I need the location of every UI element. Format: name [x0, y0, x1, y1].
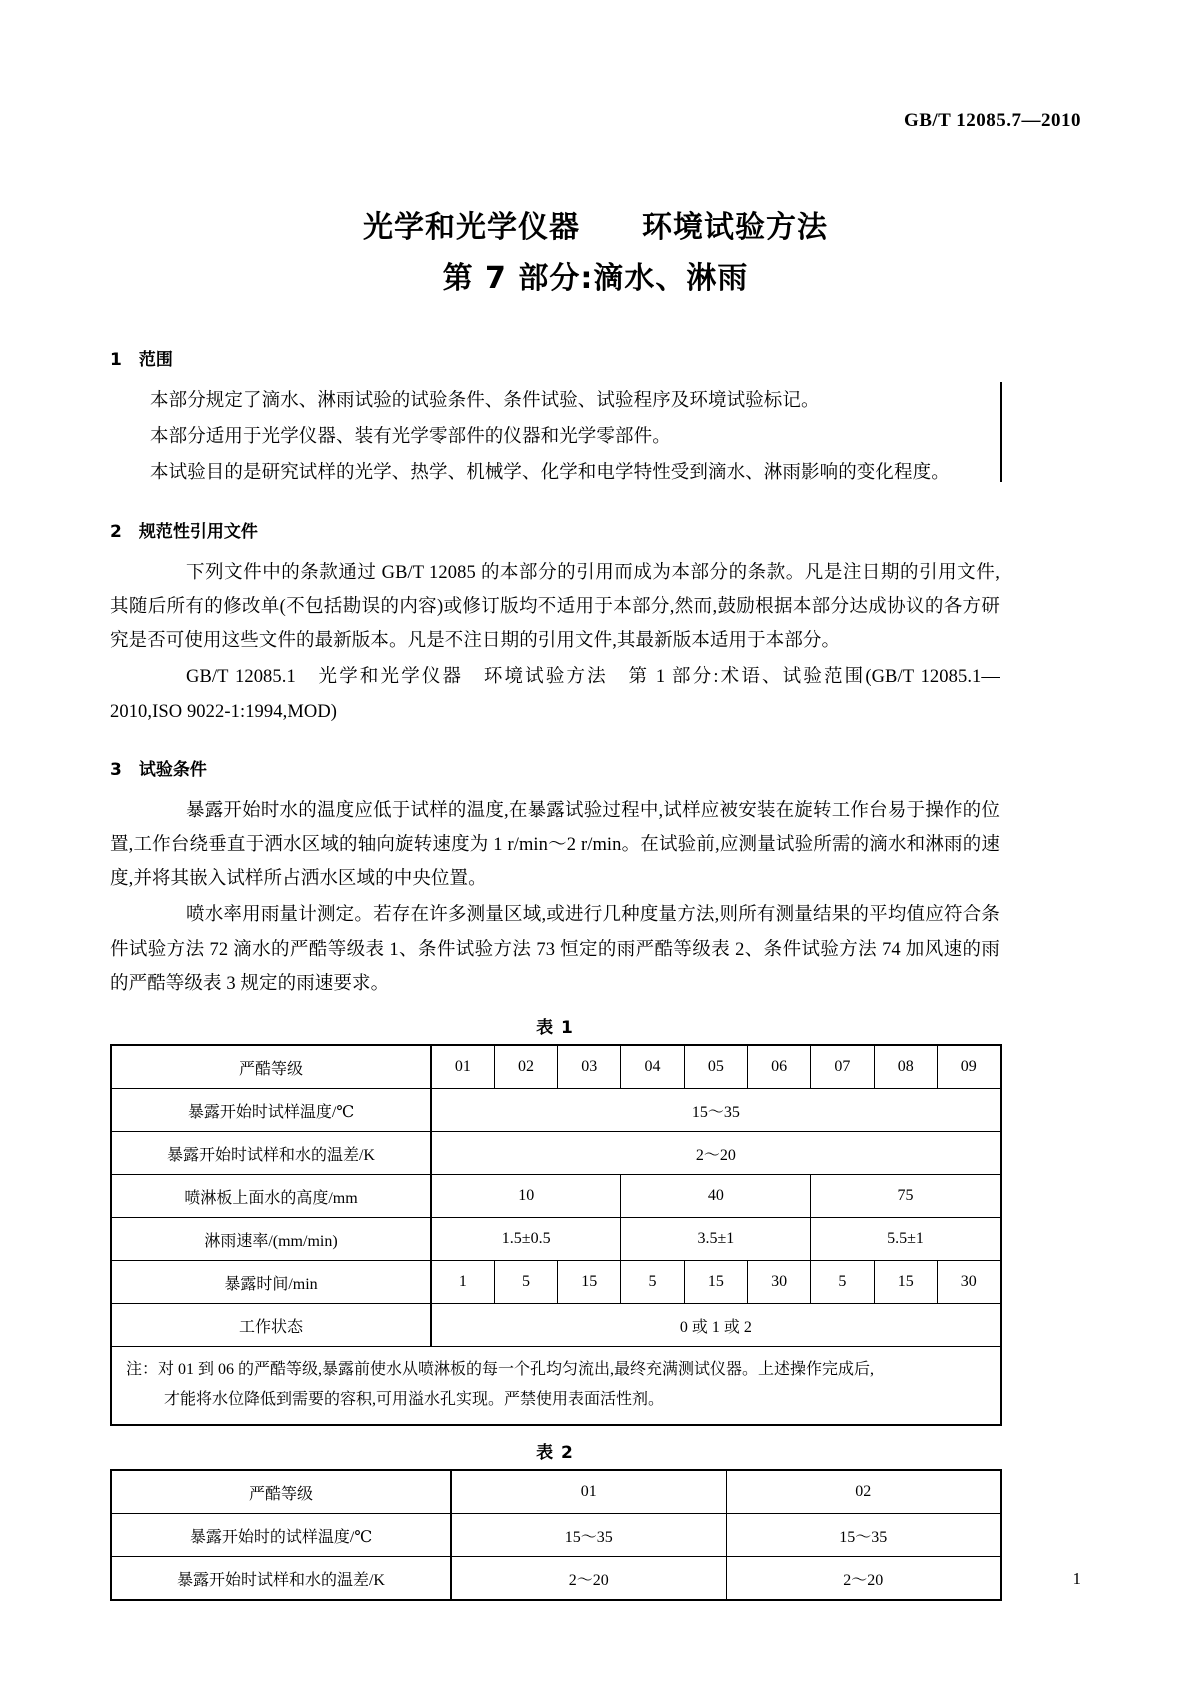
table2-header-cell0: 01 [451, 1470, 726, 1514]
table1-row1-cell0: 15～35 [431, 1089, 1001, 1132]
table2-row0-cell1: 15～35 [726, 1514, 1001, 1557]
page-number: 1 [1072, 1569, 1081, 1588]
table1-row3-cell1: 40 [621, 1175, 811, 1218]
table1-row2-cell0: 2～20 [431, 1132, 1001, 1175]
table-row [111, 1089, 1001, 1132]
clause-heading-1: 1 范围 [110, 350, 173, 370]
table1-row5-cell6: 5 [811, 1261, 874, 1304]
clause1-paragraph-3: 本试验目的是研究试样的光学、热学、机械学、化学和电学特性受到滴水、淋雨影响的变化程度。 [150, 463, 950, 484]
table1-row0-cell7: 08 [874, 1045, 937, 1089]
table-row [111, 1557, 1001, 1601]
table1-row5-cell8: 30 [937, 1261, 1000, 1304]
clause1-paragraph-2: 本部分适用于光学仪器、装有光学零部件的仪器和光学零部件。 [150, 427, 671, 448]
table1-row0-cell5: 06 [747, 1045, 810, 1089]
page-title-line2: 第 7 部分:滴水、淋雨 [442, 261, 749, 296]
table1-row6-cell0: 0 或 1 或 2 [431, 1304, 1001, 1347]
table2-caption: 表 2 [536, 1443, 574, 1464]
document-body [110, 345, 1000, 1601]
table1-row0-cell8: 09 [937, 1045, 1000, 1089]
table1-note-line2: 才能将水位降低到需要的容积,可用溢水孔实现。严禁使用表面活性剂。 [164, 1390, 665, 1408]
table-row [111, 1261, 1001, 1304]
table-row [111, 1045, 1001, 1089]
table2-row0-label: 暴露开始时的试样温度/℃ [111, 1514, 451, 1557]
table1-row5-cell0: 1 [431, 1261, 494, 1304]
table1-row0-label: 严酷等级 [111, 1045, 431, 1089]
margin-change-bar [1000, 382, 1002, 482]
table2-header-cell1: 02 [726, 1470, 1001, 1514]
table-note-row [111, 1347, 1001, 1426]
table-row [111, 1470, 1001, 1514]
clause2-paragraph-2: GB/T 12085.1 光学和光学仪器 环境试验方法 第 1 部分:术语、试验范围(GB/T 12085.1—2010,ISO 9022-1:1994,MOD) [110, 667, 1000, 722]
table1-row3-cell0: 10 [431, 1175, 621, 1218]
table1-row0-cell6: 07 [811, 1045, 874, 1089]
title-block [0, 205, 1191, 301]
page-title-line1: 光学和光学仪器 环境试验方法 [363, 210, 828, 245]
table1-note-line1: 注：对 01 到 06 的严酷等级,暴露前使水从喷淋板的每一个孔均匀流出,最终充满测试仪器。上述操作完成后, [126, 1361, 875, 1379]
table-row [111, 1218, 1001, 1261]
running-header: GB/T 12085.7—2010 [903, 110, 1081, 131]
table1-row5-cell4: 15 [684, 1261, 747, 1304]
table1-row0-cell3: 04 [621, 1045, 684, 1089]
table2-row1-cell1: 2～20 [726, 1557, 1001, 1601]
table1-row4-cell2: 5.5±1 [811, 1218, 1001, 1261]
table1-row5-label: 暴露时间/min [111, 1261, 431, 1304]
table1-row5-cell7: 15 [874, 1261, 937, 1304]
clause3-paragraph-2: 喷水率用雨量计测定。若存在许多测量区域,或进行几种度量方法,则所有测量结果的平均值应符合条件试验方法 72 滴水的严酷等级表 1、条件试验方法 73 恒定的雨严酷等级表 2、条件试验方法 74 加风速的雨的严酷等级表 3 规定的雨速要求。 [110, 905, 1000, 994]
table1-row0-cell2: 03 [558, 1045, 621, 1089]
clause-heading-3: 3 试验条件 [110, 759, 207, 780]
table1-row0-cell4: 05 [684, 1045, 747, 1089]
table-row [111, 1514, 1001, 1557]
table2-row0-cell0: 15～35 [451, 1514, 726, 1557]
table1-row6-label: 工作状态 [111, 1304, 431, 1347]
clause2-paragraph-1: 下列文件中的条款通过 GB/T 12085 的本部分的引用而成为本部分的条款。凡是注日期的引用文件,其随后所有的修改单(不包括勘误的内容)或修订版均不适用于本部分,然而,鼓励根据本部分达成协议的各方研究是否可使用这些文件的最新版本。凡是不注日期的引用文件,其最新版本适用于本部分。 [110, 562, 1000, 652]
table1-row4-label: 淋雨速率/(mm/min) [111, 1218, 431, 1261]
table1-row3-label: 喷淋板上面水的高度/mm [111, 1175, 431, 1218]
table1-row5-cell2: 15 [558, 1261, 621, 1304]
table1-row5-cell3: 5 [621, 1261, 684, 1304]
table1-row4-cell1: 3.5±1 [621, 1218, 811, 1261]
table-2 [110, 1469, 1002, 1601]
table-1 [110, 1044, 1002, 1426]
table2-row1-cell0: 2～20 [451, 1557, 726, 1601]
table1-row3-cell2: 75 [811, 1175, 1001, 1218]
table2-header-label: 严酷等级 [111, 1470, 451, 1514]
table1-row4-cell0: 1.5±0.5 [431, 1218, 621, 1261]
table1-row1-label: 暴露开始时试样温度/℃ [111, 1089, 431, 1132]
clause3-paragraph-1: 暴露开始时水的温度应低于试样的温度,在暴露试验过程中,试样应被安装在旋转工作台易于操作的位置,工作台绕垂直于洒水区域的轴向旋转速度为 1 r/min～2 r/min。在试验前,应测量试验所需的滴水和淋雨的速度,并将其嵌入试样所占洒水区域的中央位置。 [110, 800, 1000, 890]
table-row [111, 1304, 1001, 1347]
table-row [111, 1132, 1001, 1175]
table1-row0-cell1: 02 [494, 1045, 557, 1089]
table1-row2-label: 暴露开始时试样和水的温差/K [111, 1132, 431, 1175]
table1-note [111, 1347, 1001, 1426]
table1-row0-cell0: 01 [431, 1045, 494, 1089]
clause-heading-2: 2 规范性引用文件 [110, 521, 258, 542]
table1-row5-cell5: 30 [747, 1261, 810, 1304]
table1-caption: 表 1 [536, 1018, 574, 1039]
table1-row5-cell1: 5 [494, 1261, 557, 1304]
table-row [111, 1175, 1001, 1218]
clause1-paragraph-1: 本部分规定了滴水、淋雨试验的试验条件、条件试验、试验程序及环境试验标记。 [150, 391, 820, 411]
table2-row1-label: 暴露开始时试样和水的温差/K [111, 1557, 451, 1601]
